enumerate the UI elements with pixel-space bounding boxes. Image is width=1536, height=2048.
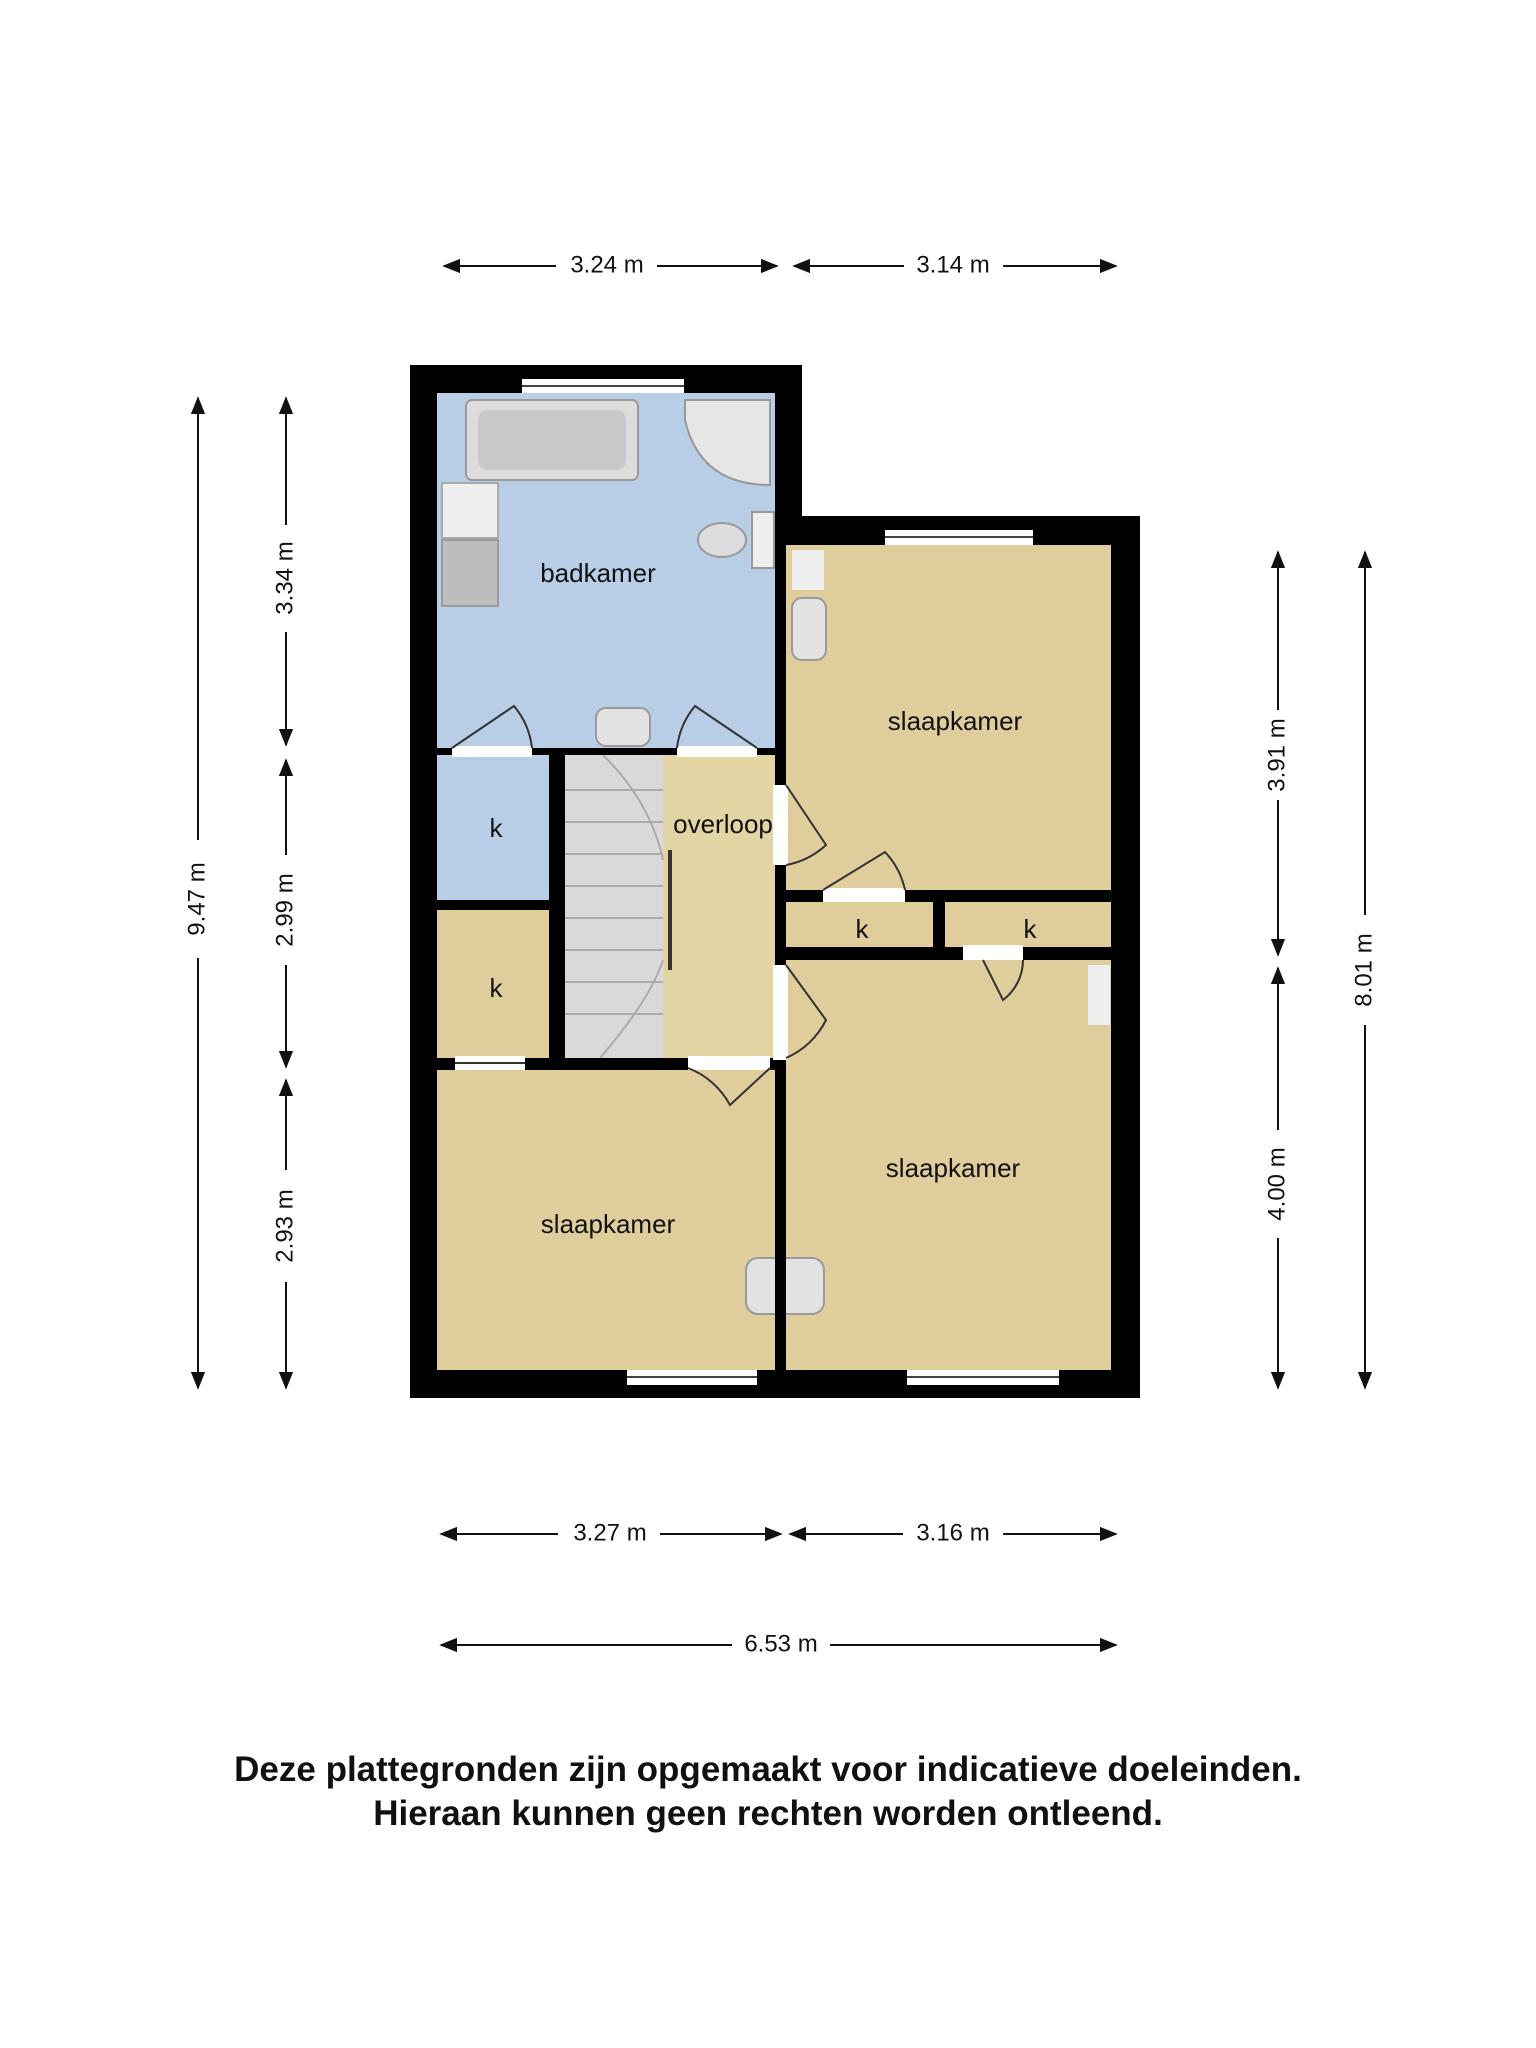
label-storage-mid: k <box>855 913 869 944</box>
label-bathroom: badkamer <box>540 557 656 588</box>
label-bedroom-bottom-right: slaapkamer <box>885 1152 1021 1183</box>
dim-bottom-right: 3.16 m <box>916 1519 990 1547</box>
dim-right-top: 3.91 m <box>1263 718 1291 792</box>
dim-left-mid: 2.99 m <box>271 873 299 947</box>
toilet-icon <box>698 523 746 557</box>
label-storage-blue: k <box>489 812 503 843</box>
dryer-icon <box>442 540 498 606</box>
bathroom-sink-icon <box>596 708 650 746</box>
dim-left-bottom: 2.93 m <box>271 1189 299 1263</box>
dim-left-total: 9.47 m <box>183 862 211 936</box>
bedroom-top-sink-icon <box>792 598 826 660</box>
dim-left-top: 3.34 m <box>271 541 299 615</box>
dim-top-right: 3.14 m <box>916 251 990 279</box>
dim-right-bottom: 4.00 m <box>1263 1147 1291 1221</box>
label-bedroom-bottom-left: slaapkamer <box>540 1208 676 1239</box>
stairs-area <box>565 752 663 1058</box>
label-bedroom-top-right: slaapkamer <box>887 705 1023 736</box>
bedroom-br-cabinet-icon <box>1088 965 1110 1025</box>
label-storage-right: k <box>1023 913 1037 944</box>
label-landing: overloop <box>673 808 773 839</box>
label-storage-left: k <box>489 972 503 1003</box>
dim-bottom-total: 6.53 m <box>744 1630 818 1658</box>
bedroom-top-cabinet-icon <box>792 550 824 590</box>
landing-floor <box>663 752 775 1058</box>
washer-icon <box>442 483 498 538</box>
disclaimer-line-1: Deze plattegronden zijn opgemaakt voor indicatieve doeleinden. <box>234 1750 1302 1789</box>
dim-bottom-left: 3.27 m <box>573 1519 647 1547</box>
disclaimer-line-2: Hieraan kunnen geen rechten worden ontleend. <box>373 1794 1163 1833</box>
dim-top-left: 3.24 m <box>570 251 644 279</box>
dim-right-total: 8.01 m <box>1350 933 1378 1007</box>
